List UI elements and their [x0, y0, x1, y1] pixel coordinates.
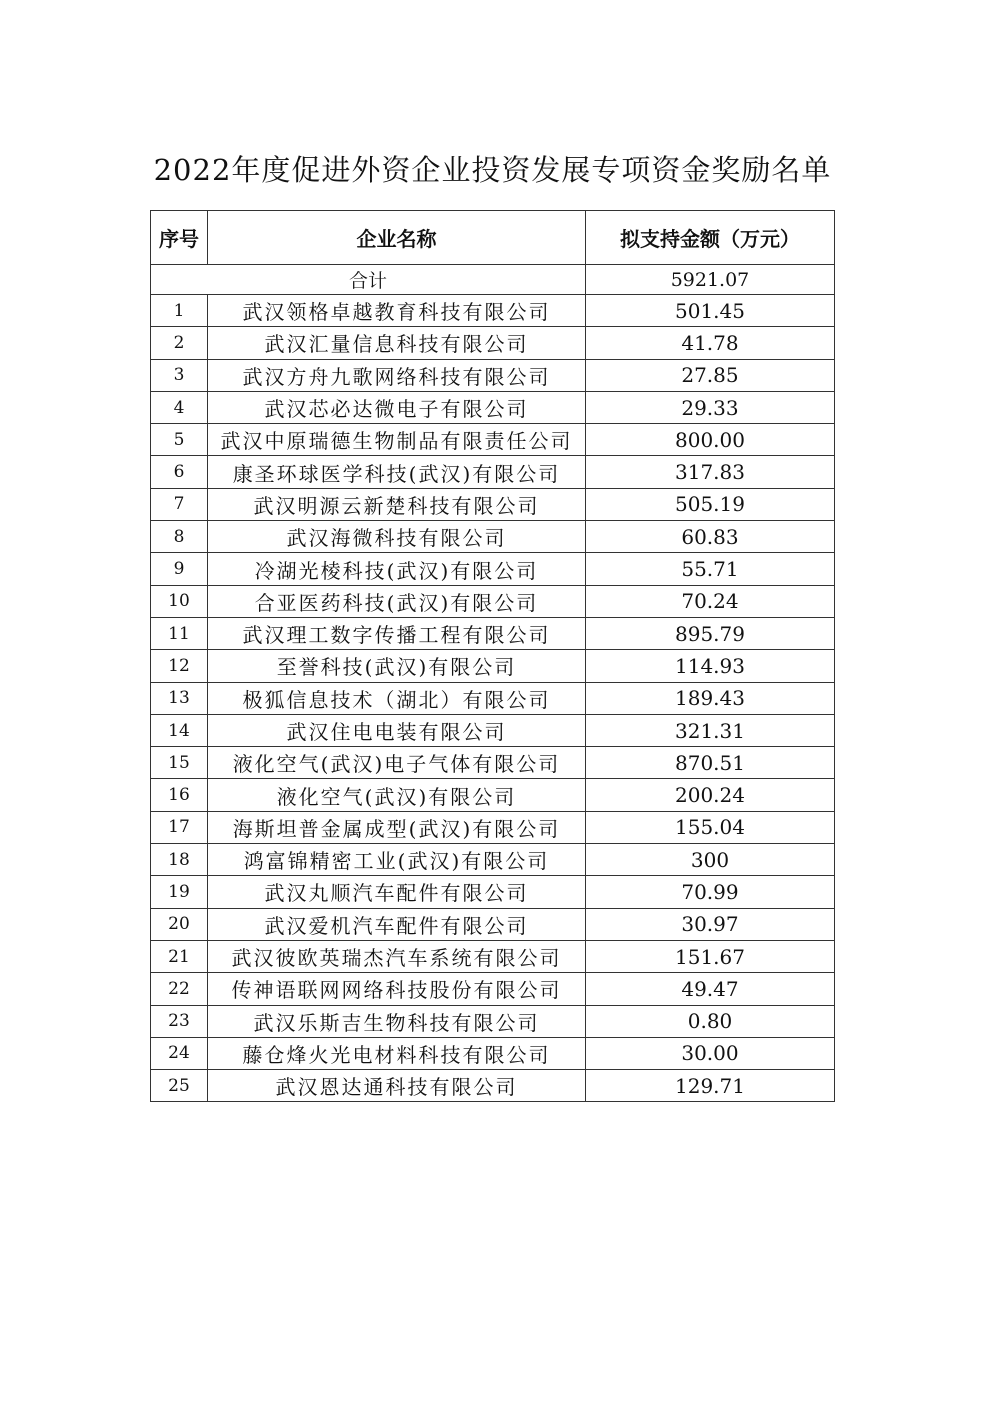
row-amount: 27.85	[586, 359, 835, 391]
row-company-name: 液化空气(武汉)有限公司	[208, 779, 586, 811]
row-amount: 49.47	[586, 973, 835, 1005]
table-row	[151, 1005, 835, 1037]
row-index: 5	[151, 424, 208, 456]
row-index: 21	[151, 940, 208, 972]
row-index: 1	[151, 295, 208, 327]
row-company-name: 武汉恩达通科技有限公司	[208, 1070, 586, 1102]
row-amount: 151.67	[586, 940, 835, 972]
row-index: 3	[151, 359, 208, 391]
row-amount: 870.51	[586, 747, 835, 779]
row-index: 12	[151, 650, 208, 682]
row-index: 23	[151, 1005, 208, 1037]
row-company-name: 液化空气(武汉)电子气体有限公司	[208, 747, 586, 779]
table-row	[151, 1037, 835, 1069]
row-index: 14	[151, 714, 208, 746]
row-amount: 155.04	[586, 811, 835, 843]
total-label: 合计	[151, 265, 586, 295]
table-row	[151, 779, 835, 811]
table-row	[151, 553, 835, 585]
row-amount: 317.83	[586, 456, 835, 488]
table-row	[151, 811, 835, 843]
row-amount: 60.83	[586, 521, 835, 553]
header-index: 序号	[151, 211, 208, 265]
row-amount: 505.19	[586, 488, 835, 520]
row-index: 11	[151, 617, 208, 649]
row-index: 6	[151, 456, 208, 488]
table-row	[151, 456, 835, 488]
row-company-name: 武汉明源云新楚科技有限公司	[208, 488, 586, 520]
row-company-name: 武汉乐斯吉生物科技有限公司	[208, 1005, 586, 1037]
row-index: 2	[151, 327, 208, 359]
row-company-name: 武汉理工数字传播工程有限公司	[208, 617, 586, 649]
table-row	[151, 876, 835, 908]
row-company-name: 海斯坦普金属成型(武汉)有限公司	[208, 811, 586, 843]
table-row	[151, 1070, 835, 1102]
table-row	[151, 359, 835, 391]
row-company-name: 武汉芯必达微电子有限公司	[208, 391, 586, 423]
row-company-name: 鸿富锦精密工业(武汉)有限公司	[208, 844, 586, 876]
row-index: 7	[151, 488, 208, 520]
total-amount: 5921.07	[586, 265, 835, 295]
table-row	[151, 973, 835, 1005]
row-amount: 114.93	[586, 650, 835, 682]
row-company-name: 冷湖光棱科技(武汉)有限公司	[208, 553, 586, 585]
row-amount: 30.00	[586, 1037, 835, 1069]
row-index: 20	[151, 908, 208, 940]
row-index: 17	[151, 811, 208, 843]
total-row	[151, 265, 835, 295]
row-company-name: 武汉丸顺汽车配件有限公司	[208, 876, 586, 908]
table-row	[151, 682, 835, 714]
page-title: 2022年度促进外资企业投资发展专项资金奖励名单	[153, 153, 832, 187]
row-amount: 895.79	[586, 617, 835, 649]
table-row	[151, 617, 835, 649]
row-company-name: 武汉住电电装有限公司	[208, 714, 586, 746]
table-row	[151, 295, 835, 327]
row-amount: 800.00	[586, 424, 835, 456]
table-row	[151, 424, 835, 456]
table-row	[151, 908, 835, 940]
row-amount: 41.78	[586, 327, 835, 359]
row-index: 15	[151, 747, 208, 779]
row-index: 8	[151, 521, 208, 553]
row-amount: 189.43	[586, 682, 835, 714]
row-amount: 200.24	[586, 779, 835, 811]
table-row	[151, 521, 835, 553]
row-index: 9	[151, 553, 208, 585]
table-row	[151, 844, 835, 876]
row-amount: 29.33	[586, 391, 835, 423]
table-row	[151, 747, 835, 779]
table-row	[151, 391, 835, 423]
row-index: 4	[151, 391, 208, 423]
row-amount: 70.99	[586, 876, 835, 908]
table-row	[151, 327, 835, 359]
row-index: 24	[151, 1037, 208, 1069]
row-amount: 55.71	[586, 553, 835, 585]
table-row	[151, 488, 835, 520]
row-company-name: 武汉汇量信息科技有限公司	[208, 327, 586, 359]
table-row	[151, 650, 835, 682]
header-amount: 拟支持金额（万元）	[586, 211, 835, 265]
row-amount: 501.45	[586, 295, 835, 327]
row-amount: 0.80	[586, 1005, 835, 1037]
table-row	[151, 940, 835, 972]
header-company: 企业名称	[208, 211, 586, 265]
row-company-name: 极狐信息技术（湖北）有限公司	[208, 682, 586, 714]
row-company-name: 武汉彼欧英瑞杰汽车系统有限公司	[208, 940, 586, 972]
row-amount: 129.71	[586, 1070, 835, 1102]
row-index: 22	[151, 973, 208, 1005]
row-index: 16	[151, 779, 208, 811]
row-company-name: 康圣环球医学科技(武汉)有限公司	[208, 456, 586, 488]
row-company-name: 武汉海微科技有限公司	[208, 521, 586, 553]
table-row	[151, 714, 835, 746]
row-company-name: 武汉领格卓越教育科技有限公司	[208, 295, 586, 327]
row-company-name: 合亚医药科技(武汉)有限公司	[208, 585, 586, 617]
row-index: 13	[151, 682, 208, 714]
row-amount: 30.97	[586, 908, 835, 940]
row-company-name: 武汉爱机汽车配件有限公司	[208, 908, 586, 940]
row-index: 25	[151, 1070, 208, 1102]
row-amount: 70.24	[586, 585, 835, 617]
row-company-name: 武汉中原瑞德生物制品有限责任公司	[208, 424, 586, 456]
row-index: 19	[151, 876, 208, 908]
row-company-name: 传神语联网网络科技股份有限公司	[208, 973, 586, 1005]
row-index: 18	[151, 844, 208, 876]
table-header-row	[151, 211, 835, 265]
row-amount: 300	[586, 844, 835, 876]
row-company-name: 武汉方舟九歌网络科技有限公司	[208, 359, 586, 391]
award-list-table	[150, 210, 835, 1102]
row-amount: 321.31	[586, 714, 835, 746]
row-company-name: 至誉科技(武汉)有限公司	[208, 650, 586, 682]
row-company-name: 藤仓烽火光电材料科技有限公司	[208, 1037, 586, 1069]
table-row	[151, 585, 835, 617]
row-index: 10	[151, 585, 208, 617]
